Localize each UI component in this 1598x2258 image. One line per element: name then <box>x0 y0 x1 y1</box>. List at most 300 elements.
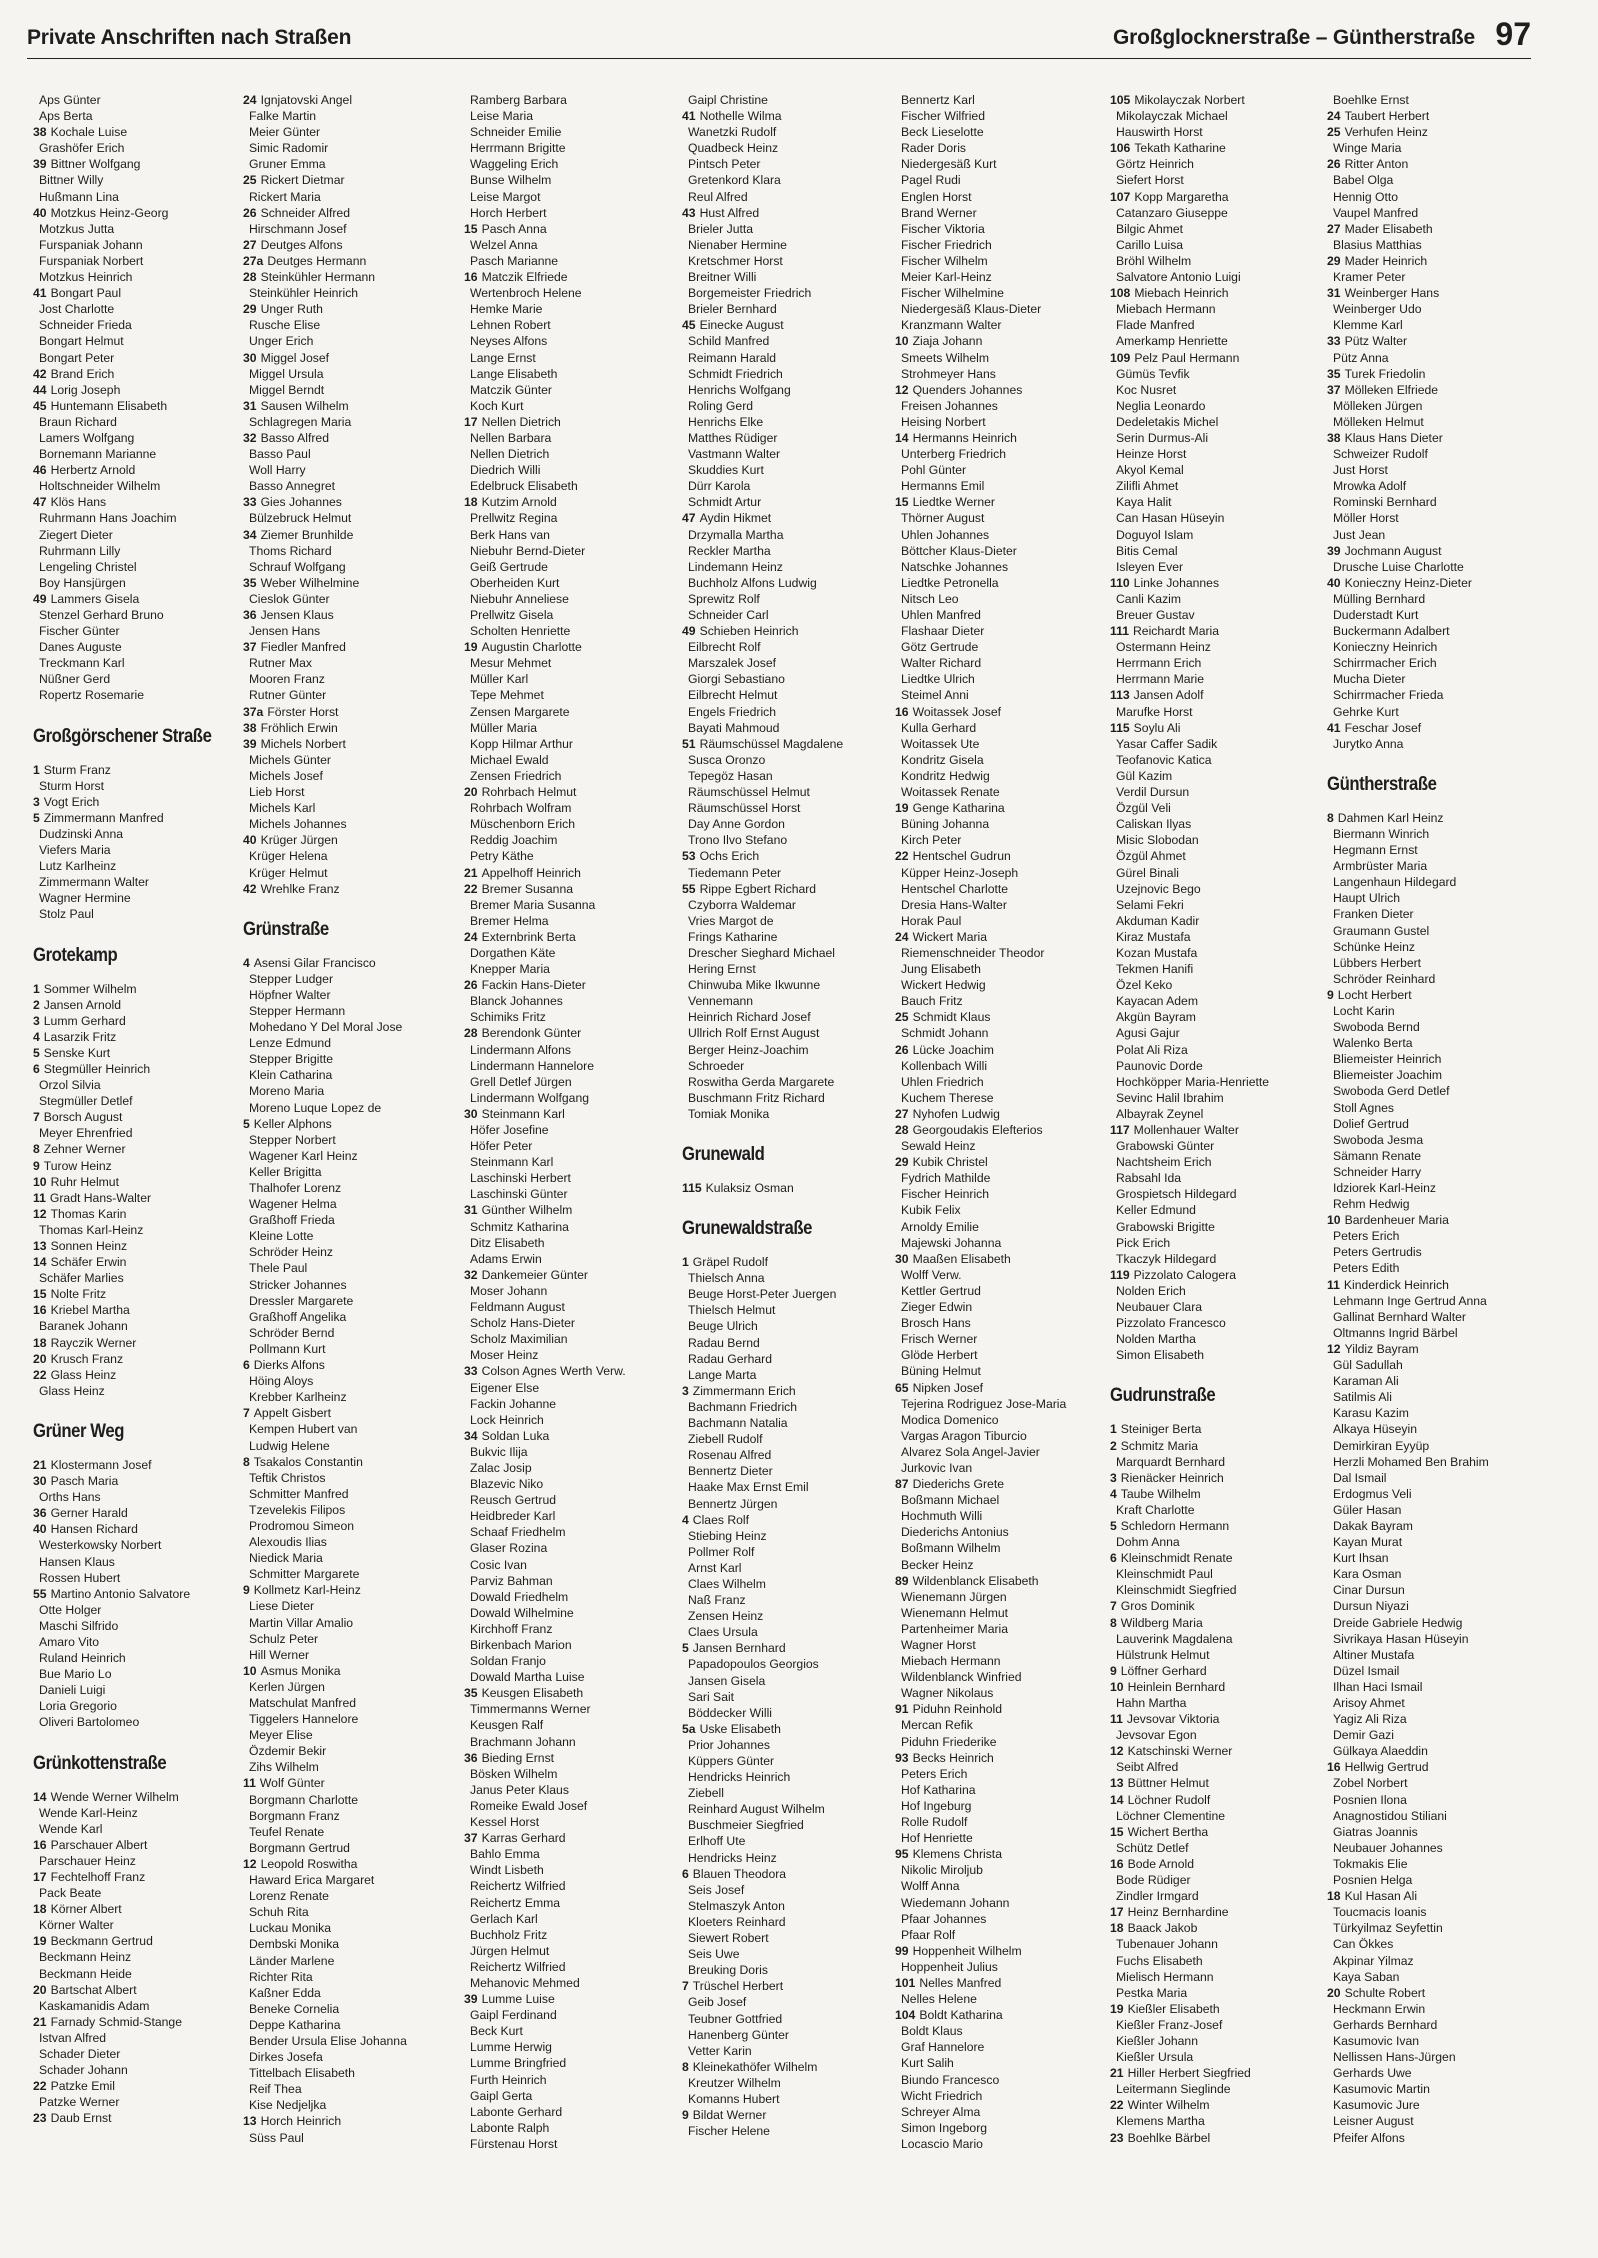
directory-entry <box>1110 993 1325 1009</box>
resident-name: Polat Ali Riza <box>1116 1042 1188 1057</box>
resident-name: Kettler Gertrud <box>901 1283 981 1298</box>
directory-entry <box>682 1560 897 1576</box>
directory-entry <box>33 1618 248 1634</box>
resident-name: Day Anne Gordon <box>688 817 785 832</box>
directory-entry <box>1110 1647 1325 1663</box>
directory-entry <box>33 1206 248 1222</box>
resident-name: Schmidt Artur <box>688 495 762 510</box>
resident-name: Schimiks Fritz <box>470 1010 546 1025</box>
directory-entry <box>243 1486 458 1502</box>
directory-entry <box>464 140 679 156</box>
resident-name: Akduman Kadir <box>1116 913 1200 928</box>
house-number: 91 <box>895 1702 909 1717</box>
resident-name: Englen Horst <box>901 189 972 204</box>
resident-name: Liedtke Ulrich <box>901 672 975 687</box>
resident-name: Schneider Frieda <box>39 318 132 333</box>
directory-entry <box>895 768 1110 784</box>
directory-entry <box>1327 189 1542 205</box>
house-number: 45 <box>33 398 47 413</box>
resident-name: Siewert Robert <box>688 1931 769 1946</box>
directory-entry <box>895 189 1110 205</box>
resident-name: Kayan Murat <box>1333 1535 1403 1550</box>
resident-name: Weinberger Hans <box>1344 286 1440 301</box>
directory-entry <box>895 221 1110 237</box>
directory-entry <box>682 1286 897 1302</box>
resident-name: Kerlen Jürgen <box>249 1679 325 1694</box>
street-heading: Grünstraße <box>243 918 329 940</box>
house-number: 46 <box>33 463 47 478</box>
directory-entry <box>1110 2049 1325 2065</box>
resident-name: Körner Albert <box>50 1902 122 1917</box>
resident-name: Patzke Werner <box>39 2095 120 2110</box>
directory-entry <box>243 720 458 736</box>
resident-name: Schmitter Margarete <box>249 1567 360 1582</box>
directory-entry <box>33 269 248 285</box>
directory-entry <box>682 1592 897 1608</box>
directory-entry <box>33 1650 248 1666</box>
directory-entry <box>243 784 458 800</box>
resident-name: Welzel Anna <box>470 237 538 252</box>
directory-entry <box>1110 543 1325 559</box>
directory-entry <box>1110 1025 1325 1041</box>
directory-entry <box>464 1460 679 1476</box>
directory-entry <box>895 961 1110 977</box>
directory-entry <box>682 350 897 366</box>
directory-entry <box>895 172 1110 188</box>
directory-entry <box>1327 939 1542 955</box>
resident-name: Reichertz Wilfried <box>470 1959 566 1974</box>
resident-name: Piduhn Friederike <box>901 1734 997 1749</box>
resident-name: Diederichs Antonius <box>901 1525 1009 1540</box>
resident-name: Steinmann Karl <box>481 1106 565 1121</box>
resident-name: Sommer Wilhelm <box>43 981 137 996</box>
resident-name: Fröhlich Erwin <box>260 720 338 735</box>
directory-entry <box>33 1158 248 1174</box>
house-number: 18 <box>33 1335 47 1350</box>
directory-entry <box>243 1309 458 1325</box>
resident-name: Mercan Refik <box>901 1718 973 1733</box>
directory-entry <box>682 237 897 253</box>
house-number: 12 <box>33 1206 47 1221</box>
directory-entry <box>1327 494 1542 510</box>
resident-name: Reddig Joachim <box>470 833 558 848</box>
house-number: 15 <box>895 495 909 510</box>
directory-entry <box>895 543 1110 559</box>
directory-entry <box>682 1512 897 1528</box>
resident-name: Fischer Wilfried <box>901 109 985 124</box>
directory-entry <box>464 1315 679 1331</box>
resident-name: Can Ökkes <box>1333 1937 1394 1952</box>
directory-entry <box>895 1895 1110 1911</box>
resident-name: Labonte Ralph <box>470 2120 550 2135</box>
resident-name: Schünke Heinz <box>1333 939 1415 954</box>
resident-name: Müller Karl <box>470 672 529 687</box>
resident-name: Leisner August <box>1333 2114 1414 2129</box>
resident-name: Bahlo Emma <box>470 1847 540 1862</box>
directory-entry <box>895 559 1110 575</box>
house-number: 22 <box>464 881 478 896</box>
directory-entry <box>464 671 679 687</box>
directory-entry <box>464 1154 679 1170</box>
resident-name: Ochs Erich <box>699 849 760 864</box>
house-number: 21 <box>1110 2066 1124 2081</box>
resident-name: Fischer Friedrich <box>901 237 992 252</box>
directory-entry <box>682 961 897 977</box>
resident-name: Giatras Joannis <box>1333 1824 1418 1839</box>
directory-entry <box>243 1228 458 1244</box>
resident-name: Büttner Helmut <box>1127 1776 1209 1791</box>
directory-entry <box>1327 1454 1542 1470</box>
directory-entry <box>1110 1154 1325 1170</box>
resident-name: Konieczny Heinrich <box>1333 640 1438 655</box>
house-number: 40 <box>243 833 257 848</box>
directory-entry <box>243 2033 458 2049</box>
resident-name: Henrichs Wolfgang <box>688 382 791 397</box>
resident-name: Wolff Verw. <box>901 1267 962 1282</box>
resident-name: Schröder Bernd <box>249 1325 335 1340</box>
directory-entry <box>1327 237 1542 253</box>
directory-entry <box>682 1254 897 1270</box>
directory-entry <box>1110 1331 1325 1347</box>
directory-entry <box>243 607 458 623</box>
directory-entry <box>1110 913 1325 929</box>
directory-entry <box>1327 1421 1542 1437</box>
house-number: 16 <box>464 270 478 285</box>
house-number: 16 <box>1327 1760 1341 1775</box>
directory-entry <box>243 237 458 253</box>
directory-entry <box>1110 1009 1325 1025</box>
directory-entry <box>682 2027 897 2043</box>
directory-entry <box>682 510 897 526</box>
resident-name: Giorgi Sebastiano <box>688 672 785 687</box>
resident-name: Ziebell <box>688 1786 724 1801</box>
directory-entry <box>895 2055 1110 2071</box>
directory-entry <box>895 1589 1110 1605</box>
resident-name: Kozan Mustafa <box>1116 945 1198 960</box>
directory-entry <box>1110 478 1325 494</box>
directory-entry <box>1327 269 1542 285</box>
directory-entry <box>1110 1202 1325 1218</box>
resident-name: Gretenkord Klara <box>688 173 781 188</box>
house-number: 30 <box>243 350 257 365</box>
directory-entry <box>33 205 248 221</box>
directory-entry <box>33 1933 248 1949</box>
resident-name: Meyer Elise <box>249 1728 313 1743</box>
directory-entry <box>1110 1582 1325 1598</box>
directory-entry <box>1110 1283 1325 1299</box>
resident-name: Nolden Erich <box>1116 1283 1186 1298</box>
directory-entry <box>33 92 248 108</box>
resident-name: Gümüs Tevfik <box>1116 366 1190 381</box>
resident-name: Martin Villar Amalio <box>249 1615 354 1630</box>
resident-name: Vargas Aragon Tiburcio <box>901 1428 1027 1443</box>
directory-entry <box>33 1302 248 1318</box>
directory-entry <box>33 874 248 890</box>
resident-name: Düzel Ismail <box>1333 1663 1400 1678</box>
resident-name: Furth Heinrich <box>470 2072 547 2087</box>
house-number: 6 <box>1110 1551 1117 1566</box>
directory-entry <box>895 687 1110 703</box>
directory-entry <box>895 462 1110 478</box>
directory-entry <box>464 478 679 494</box>
resident-name: Schmidt Klaus <box>912 1010 991 1025</box>
directory-entry <box>682 816 897 832</box>
resident-name: Bennertz Karl <box>901 93 975 107</box>
directory-entry <box>1110 816 1325 832</box>
house-number: 99 <box>895 1943 909 1958</box>
resident-name: Piduhn Reinhold <box>912 1702 1003 1717</box>
directory-entry <box>1327 810 1542 826</box>
resident-name: Klaus Hans Dieter <box>1344 430 1443 445</box>
directory-entry <box>243 2130 458 2146</box>
directory-entry <box>895 1042 1110 1058</box>
resident-name: Richter Rita <box>249 1969 313 1984</box>
resident-name: Externbrink Berta <box>481 929 576 944</box>
house-number: 17 <box>464 414 478 429</box>
directory-entry <box>1327 317 1542 333</box>
resident-name: Grabowski Günter <box>1116 1139 1215 1154</box>
resident-name: Windt Lisbeth <box>470 1863 544 1878</box>
resident-name: Motzkus Heinrich <box>39 270 133 285</box>
resident-name: Kaskamanidis Adam <box>39 1998 150 2013</box>
directory-entry <box>243 269 458 285</box>
resident-name: Pütz Walter <box>1344 334 1408 349</box>
resident-name: Labonte Gerhard <box>470 2104 563 2119</box>
house-number: 25 <box>1327 125 1341 140</box>
directory-entry <box>33 1270 248 1286</box>
directory-entry <box>1110 1138 1325 1154</box>
directory-entry <box>464 1878 679 1894</box>
directory-entry <box>682 1930 897 1946</box>
directory-entry <box>682 2059 897 2075</box>
resident-name: Babel Olga <box>1333 173 1394 188</box>
resident-name: Wende Karl-Heinz <box>39 1805 138 1820</box>
resident-name: Tubenauer Johann <box>1116 1937 1218 1952</box>
resident-name: Schröder Reinhard <box>1333 971 1436 986</box>
directory-entry <box>243 2001 458 2017</box>
directory-entry <box>33 543 248 559</box>
directory-entry <box>1110 607 1325 623</box>
directory-entry <box>464 1959 679 1975</box>
resident-name: Kasumovic Ivan <box>1333 2033 1420 2048</box>
directory-entry <box>1327 1727 1542 1743</box>
directory-entry <box>464 913 679 929</box>
resident-name: Henrichs Elke <box>688 414 764 429</box>
house-number: 28 <box>464 1026 478 1041</box>
resident-name: Reusch Gertrud <box>470 1493 557 1508</box>
directory-entry <box>682 993 897 1009</box>
house-number: 1 <box>1110 1422 1117 1437</box>
resident-name: Frisch Werner <box>901 1332 978 1347</box>
resident-name: Lindermann Alfons <box>470 1042 571 1057</box>
directory-entry <box>895 1138 1110 1154</box>
resident-name: Eilbrecht Rolf <box>688 640 761 655</box>
directory-entry <box>464 333 679 349</box>
directory-entry <box>1110 1695 1325 1711</box>
resident-name: Motzkus Heinz-Georg <box>50 205 169 220</box>
resident-name: Neglia Leonardo <box>1116 398 1206 413</box>
directory-entry <box>33 108 248 124</box>
house-number: 19 <box>1110 2001 1124 2016</box>
resident-name: Gül Kazim <box>1116 768 1173 783</box>
directory-entry <box>33 172 248 188</box>
resident-name: Swoboda Gerd Detlef <box>1333 1084 1450 1099</box>
directory-entry <box>33 366 248 382</box>
resident-name: Ostermann Heinz <box>1116 640 1211 655</box>
resident-name: Schlagregen Maria <box>249 414 352 429</box>
resident-name: Blanck Johannes <box>470 994 563 1009</box>
resident-name: Hoppenheit Julius <box>901 1959 998 1974</box>
directory-entry <box>464 945 679 961</box>
resident-name: Treckmann Karl <box>39 656 125 671</box>
resident-name: Parschauer Albert <box>50 1837 148 1852</box>
resident-name: Schulz Peter <box>249 1631 319 1646</box>
directory-entry <box>1327 1438 1542 1454</box>
street-range: Großglocknerstraße – Güntherstraße <box>1113 26 1475 49</box>
directory-entry <box>682 333 897 349</box>
directory-entry <box>895 1363 1110 1379</box>
directory-entry <box>682 189 897 205</box>
resident-name: Borgemeister Friedrich <box>688 286 812 301</box>
directory-entry <box>243 1180 458 1196</box>
directory-entry <box>895 1058 1110 1074</box>
directory-entry <box>243 865 458 881</box>
directory-entry <box>1327 172 1542 188</box>
page-header <box>27 16 1531 59</box>
directory-entry <box>464 494 679 510</box>
resident-name: Ilhan Haci Ismail <box>1333 1679 1423 1694</box>
resident-name: Horch Herbert <box>470 205 547 220</box>
directory-entry <box>895 527 1110 543</box>
directory-entry <box>243 285 458 301</box>
directory-entry <box>1327 1244 1542 1260</box>
resident-name: Reckler Martha <box>688 543 771 558</box>
directory-entry <box>33 285 248 301</box>
resident-name: Kubik Christel <box>912 1155 988 1170</box>
resident-name: Schmitz Maria <box>1120 1438 1198 1453</box>
directory-entry <box>895 993 1110 1009</box>
resident-name: Boßmann Wilhelm <box>901 1541 1001 1556</box>
resident-name: Brosch Hans <box>901 1316 971 1331</box>
resident-name: Sewald Heinz <box>901 1139 976 1154</box>
resident-name: Parschauer Heinz <box>39 1853 136 1868</box>
house-number: 21 <box>33 1457 47 1472</box>
resident-name: Pfeifer Alfons <box>1333 2130 1405 2145</box>
house-number: 4 <box>1110 1486 1117 1501</box>
resident-name: Krusch Franz <box>50 1351 124 1366</box>
directory-entry <box>1327 736 1542 752</box>
directory-entry <box>682 1058 897 1074</box>
directory-entry <box>243 1357 458 1373</box>
directory-entry <box>33 1174 248 1190</box>
resident-name: Lumme Bringfried <box>470 2056 567 2071</box>
resident-name: Buschmann Fritz Richard <box>688 1090 825 1105</box>
directory-entry <box>682 366 897 382</box>
resident-name: Laschinski Günter <box>470 1187 568 1202</box>
directory-entry <box>464 1428 679 1444</box>
directory-entry <box>33 1602 248 1618</box>
directory-entry <box>243 366 458 382</box>
street-heading: Grotekamp <box>33 944 118 966</box>
directory-entry <box>33 1457 248 1473</box>
house-number: 24 <box>243 93 257 107</box>
resident-name: Maaßen Elisabeth <box>912 1251 1011 1266</box>
directory-entry <box>33 414 248 430</box>
house-number: 107 <box>1110 189 1131 204</box>
resident-name: Krüger Helmut <box>249 865 328 880</box>
resident-name: Brieler Bernhard <box>688 302 777 317</box>
directory-entry <box>682 1576 897 1592</box>
directory-entry <box>895 382 1110 398</box>
house-number: 33 <box>243 495 257 510</box>
resident-name: Steinmann Karl <box>470 1155 554 1170</box>
house-number: 101 <box>895 1975 916 1990</box>
house-number: 55 <box>33 1586 47 1601</box>
resident-name: Mollenhauer Walter <box>1133 1123 1239 1137</box>
directory-entry <box>895 1460 1110 1476</box>
directory-entry <box>1110 172 1325 188</box>
directory-entry <box>243 1936 458 1952</box>
directory-entry <box>464 2023 679 2039</box>
resident-name: Basso Paul <box>249 447 311 462</box>
resident-name: Asmus Monika <box>260 1663 341 1678</box>
resident-name: Zalac Josip <box>470 1460 532 1475</box>
resident-name: Räumschüssel Horst <box>688 801 801 816</box>
resident-name: Klostermann Josef <box>50 1457 152 1472</box>
directory-entry <box>464 92 679 108</box>
house-number: 109 <box>1110 350 1131 365</box>
resident-name: Swoboda Jesma <box>1333 1132 1424 1147</box>
house-number: 14 <box>895 430 909 445</box>
resident-name: Wickert Maria <box>912 929 988 944</box>
house-number: 7 <box>1110 1599 1117 1614</box>
resident-name: Gallinat Bernhard Walter <box>1333 1309 1466 1324</box>
directory-entry <box>464 1476 679 1492</box>
directory-entry <box>1110 1953 1325 1969</box>
resident-name: Lindemann Heinz <box>688 559 783 574</box>
directory-entry <box>464 1363 679 1379</box>
directory-entry <box>1327 1808 1542 1824</box>
directory-entry <box>464 961 679 977</box>
directory-entry <box>1327 1598 1542 1614</box>
resident-name: Pollmer Rolf <box>688 1544 755 1559</box>
directory-entry <box>243 124 458 140</box>
directory-entry <box>1110 1566 1325 1582</box>
resident-name: Wichert Bertha <box>1127 1824 1209 1839</box>
house-number: 65 <box>895 1380 909 1395</box>
resident-name: Pagel Rudi <box>901 173 961 188</box>
directory-entry <box>243 478 458 494</box>
house-number: 41 <box>682 109 696 124</box>
directory-entry <box>895 1106 1110 1122</box>
directory-entry <box>464 1025 679 1041</box>
house-number: 18 <box>464 495 478 510</box>
resident-name: Hermanns Heinrich <box>912 430 1017 445</box>
resident-name: Moreno Maria <box>249 1084 325 1099</box>
resident-name: Rolle Rudolf <box>901 1815 968 1830</box>
resident-name: Gerlach Karl <box>470 1911 538 1926</box>
resident-name: Beuge Ulrich <box>688 1319 758 1334</box>
directory-entry <box>464 2055 679 2071</box>
directory-entry <box>895 1717 1110 1733</box>
directory-entry <box>464 704 679 720</box>
house-number: 29 <box>1327 253 1341 268</box>
directory-entry <box>464 1235 679 1251</box>
directory-entry <box>1327 1969 1542 1985</box>
directory-columns <box>27 92 1577 2232</box>
directory-entry <box>243 1454 458 1470</box>
directory-entry <box>1327 639 1542 655</box>
